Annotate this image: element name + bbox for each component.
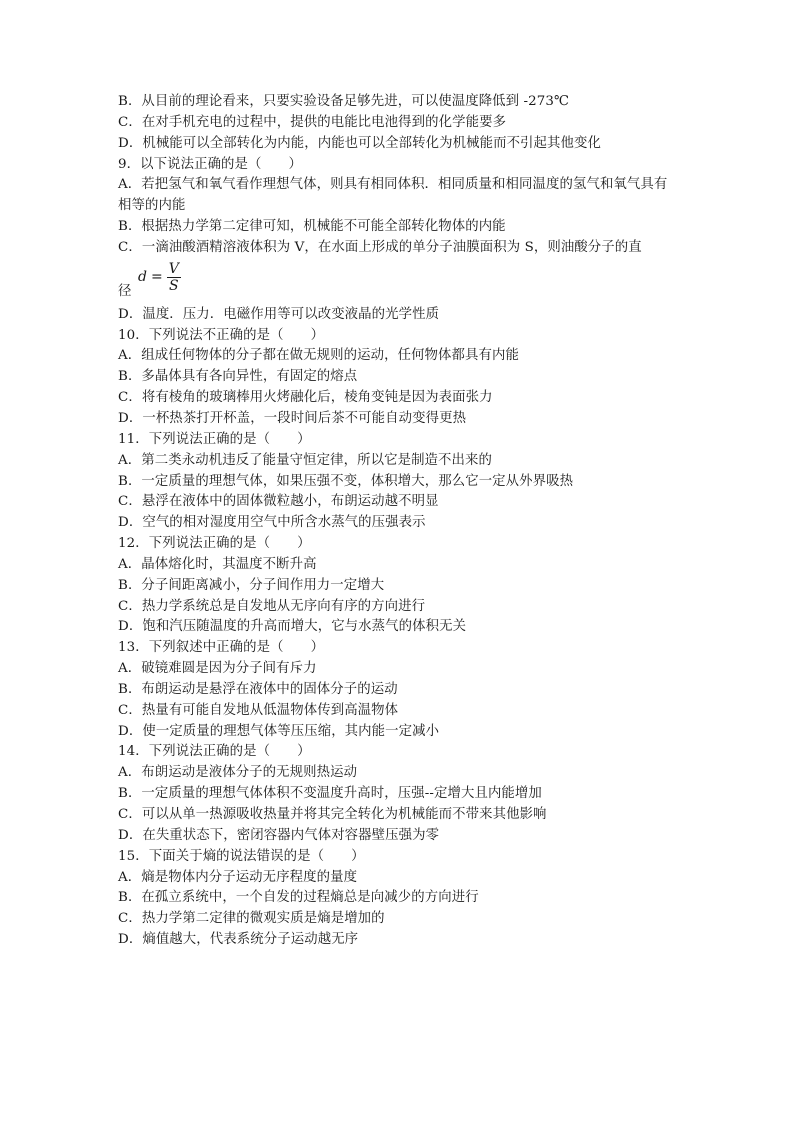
question-9-option-d: D．温度．压力．电磁作用等可以改变液晶的光学性质 — [118, 306, 440, 322]
question-11-option-d: D．空气的相对湿度用空气中所含水蒸气的压强表示 — [118, 515, 426, 531]
question-11-option-a: A．第二类永动机违反了能量守恒定律，所以它是制造不出来的 — [118, 452, 493, 468]
question-15-option-b: B．在孤立系统中，一个自发的过程熵总是向减少的方向进行 — [118, 890, 479, 906]
formula-fraction — [167, 261, 181, 294]
question-15-option-a: A．熵是物体内分子运动无序程度的量度 — [118, 869, 358, 885]
question-14-option-d: D．在失重状态下，密闭容器内气体对容器壁压强为零 — [118, 827, 440, 843]
question-10-option-a: A．组成任何物体的分子都在做无规则的运动，任何物体都具有内能 — [118, 348, 519, 364]
question-11-stem: 11．下列说法正确的是（ ） — [118, 431, 311, 447]
question-10-stem: 10．下列说法不正确的是（ ） — [118, 327, 325, 343]
question-14-option-c: C．可以从单一热源吸收热量并将其完全转化为机械能而不带来其他影响 — [118, 807, 547, 822]
formula-denominator: S — [168, 277, 179, 294]
question-9-option-c: C．一滴油酸酒精溶液体积为 V，在水面上形成的单分子油膜面积为 S，则油酸分子的直 — [118, 239, 642, 255]
question-14-option-a: A．布朗运动是液体分子的无规则热运动 — [118, 765, 358, 781]
question-13-option-a: A．破镜难圆是因为分子间有斥力 — [118, 661, 317, 677]
formula-row — [118, 259, 678, 305]
formula-prefix: 径 — [118, 283, 132, 299]
diameter-formula — [138, 261, 181, 294]
question-12-option-d: D．饱和汽压随温度的升高而增大，它与水蒸气的体积无关 — [118, 619, 467, 635]
formula-equals: = — [150, 269, 163, 286]
question-13-stem: 13．下列叙述中正确的是（ ） — [118, 640, 325, 656]
document-page — [118, 92, 678, 951]
text-line: B．从目前的理论看来，只要实验设备足够先进，可以使温度降低到 -273℃ — [118, 94, 570, 109]
question-10-option-d: D．一杯热茶打开杯盖，一段时间后茶不可能自动变得更热 — [118, 410, 467, 426]
question-10-option-c: C．将有棱角的玻璃棒用火烤融化后，棱角变钝是因为表面张力 — [118, 390, 493, 406]
question-13-option-c: C．热量有可能自发地从低温物体传到高温物体 — [118, 702, 399, 718]
question-11-option-c: C．悬浮在液体中的固体微粒越小，布朗运动越不明显 — [118, 494, 439, 510]
question-12-option-c: C．热力学系统总是自发地从无序向有序的方向进行 — [118, 598, 426, 614]
question-12-option-b: B．分子间距离减小，分子间作用力一定增大 — [118, 577, 385, 593]
formula-numerator: V — [168, 260, 179, 277]
question-12-stem: 12．下列说法正确的是（ ） — [118, 536, 311, 552]
text-line: C．在对手机充电的过程中，提供的电能比电池得到的化学能要多 — [118, 114, 507, 130]
question-10-option-b: B．多晶体具有各向异性，有固定的熔点 — [118, 369, 358, 385]
question-11-option-b: B．一定质量的理想气体，如果压强不变，体积增大，那么它一定从外界吸热 — [118, 473, 574, 489]
question-15-stem: 15．下面关于熵的说法错误的是（ ） — [118, 848, 365, 864]
question-14-stem: 14．下列说法正确的是（ ） — [118, 744, 311, 760]
question-12-option-a: A．晶体熔化时，其温度不断升高 — [118, 556, 317, 572]
question-15-option-d: D．熵值越大，代表系统分子运动越无序 — [118, 932, 359, 948]
question-14-option-b: B．一定质量的理想气体体积不变温度升高时，压强--定增大且内能增加 — [118, 786, 542, 802]
question-15-option-c: C．热力学第二定律的微观实质是熵是增加的 — [118, 911, 385, 927]
formula-lhs: d — [138, 269, 147, 286]
text-line: D．机械能可以全部转化为内能，内能也可以全部转化为机械能而不引起其他变化 — [118, 135, 602, 151]
question-13-option-d: D．使一定质量的理想气体等压压缩，其内能一定减小 — [118, 723, 440, 739]
question-9-option-a: A．若把氢气和氧气看作理想气体，则具有相同体积．相同质量和相同温度的氢气和氧气具有相等的内能 — [118, 177, 668, 214]
question-13-option-b: B．布朗运动是悬浮在液体中的固体分子的运动 — [118, 681, 398, 697]
question-9-stem: 9．以下说法正确的是（ ） — [118, 156, 302, 172]
question-9-option-b: B．根据热力学第二定律可知，机械能不可能全部转化物体的内能 — [118, 219, 506, 235]
